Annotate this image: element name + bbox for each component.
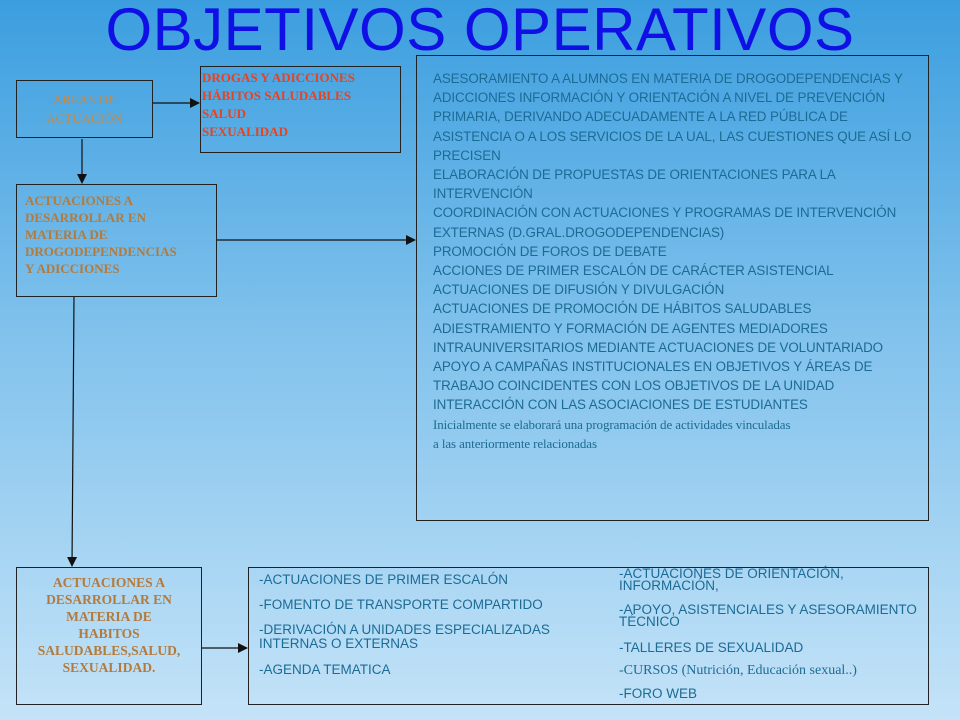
drogas-note-line: Inicialmente se elaborará una programación de actividades vinculadas: [433, 416, 791, 432]
drogas-action-item: ELABORACIÓN DE PROPUESTAS DE ORIENTACIONES PARA LA INTERVENCIÓN: [433, 167, 836, 202]
areas-list-item: HÁBITOS SALUDABLES: [202, 88, 351, 103]
areas-list-item: DROGAS Y ADICCIONES: [202, 70, 355, 85]
habitos-right-item: -FORO WEB: [619, 686, 697, 701]
habitos-left-item: -AGENDA TEMATICA: [259, 662, 391, 677]
drogas-label-line: ACTUACIONES A: [25, 193, 133, 208]
habitos-left-item: -DERIVACIÓN A UNIDADES ESPECIALIZADAS INTERNAS O EXTERNAS: [259, 622, 550, 651]
habitos-right-item: -CURSOS (Nutrición, Educación sexual..): [619, 663, 857, 678]
drogas-label-line: Y ADICCIONES: [25, 261, 120, 276]
drogas-label-line: DESARROLLAR EN: [25, 210, 146, 225]
habitos-label-line: DESARROLLAR EN: [46, 592, 172, 607]
habitos-label-line: SALUDABLES,SALUD,: [37, 643, 181, 658]
areas-list-box: [200, 66, 401, 153]
drogas-label-line: DROGODEPENDENCIAS: [25, 244, 177, 259]
drogas-action-item: PROMOCIÓN DE FOROS DE DEBATE: [433, 243, 667, 259]
areas-list-item: SALUD: [202, 106, 247, 121]
habitos-label-line: ACTUACIONES A: [52, 575, 166, 590]
drogas-action-item: ACCIONES DE PRIMER ESCALÓN DE CARÁCTER ASISTENCIAL: [433, 263, 834, 279]
habitos-left-item: -ACTUACIONES DE PRIMER ESCALÓN: [259, 572, 509, 587]
drogas-actions-box: [416, 55, 929, 521]
drogas-action-item: ACTUACIONES DE PROMOCIÓN DE HÁBITOS SALUDABLES: [433, 301, 812, 317]
habitos-right-item: -APOYO, ASISTENCIALES Y ASESORAMIENTO TÉCNICO: [619, 602, 917, 629]
page-title: OBJETIVOS OPERATIVOS: [105, 0, 855, 63]
drogas-action-item: ADIESTRAMIENTO Y FORMACIÓN DE AGENTES MEDIADORES INTRAUNIVERSITARIOS MEDIANTE ACTUACIONES DE VOLUNTARIADO: [433, 320, 883, 355]
drogas-label-box: [16, 184, 217, 297]
drogas-label-line: MATERIA DE: [25, 227, 108, 242]
drogas-note-line: a las anteriormente relacionadas: [433, 436, 597, 452]
habitos-actions-box: [248, 567, 929, 705]
areas-label-box: [16, 80, 153, 138]
habitos-left-item: -FOMENTO DE TRANSPORTE COMPARTIDO: [259, 597, 543, 612]
drogas-action-item: INTERACCIÓN CON LAS ASOCIACIONES DE ESTUDIANTES: [433, 397, 808, 413]
drogas-action-item: COORDINACIÓN CON ACTUACIONES Y PROGRAMAS DE INTERVENCIÓN EXTERNAS (D.GRAL.DROGODEPENDENCIAS): [433, 205, 897, 240]
areas-list-item: SEXUALIDAD: [202, 124, 288, 139]
areas-label-line: ÁREAS DE: [52, 92, 117, 107]
habitos-label-line: HABITOS: [78, 626, 140, 641]
arrow-drogas-to-habitos: [72, 297, 74, 566]
habitos-right-item: -ACTUACIONES DE ORIENTACIÓN, INFORMACIÓN,: [619, 566, 844, 593]
habitos-label-line: SEXUALIDAD.: [62, 660, 156, 675]
drogas-action-item: APOYO A CAMPAÑAS INSTITUCIONALES EN OBJETIVOS Y ÁREAS DE TRABAJO COINCIDENTES CON LOS OBJETIVOS DE LA UNIDAD: [433, 359, 873, 394]
drogas-action-item: ASESORAMIENTO A ALUMNOS EN MATERIA DE DROGODEPENDENCIAS Y ADICCIONES INFORMACIÓN Y ORIENTACIÓN A NIVEL DE PREVENCIÓN PRIMARIA, DERIVANDO ADECUADAMENTE A LA RED PÚBLICA DE ASISTENCIA O A LOS SERVICIOS DE LA UAL, LAS CUESTIONES QUE ASÍ LO PRECISEN: [433, 71, 912, 163]
habitos-label-line: MATERIA DE: [66, 609, 152, 624]
areas-label-line: ACTUACIÓN: [46, 111, 123, 126]
habitos-label-box: [16, 567, 202, 705]
drogas-action-item: ACTUACIONES DE DIFUSIÓN Y DIVULGACIÓN: [433, 282, 725, 298]
habitos-right-item: -TALLERES DE SEXUALIDAD: [619, 640, 804, 655]
